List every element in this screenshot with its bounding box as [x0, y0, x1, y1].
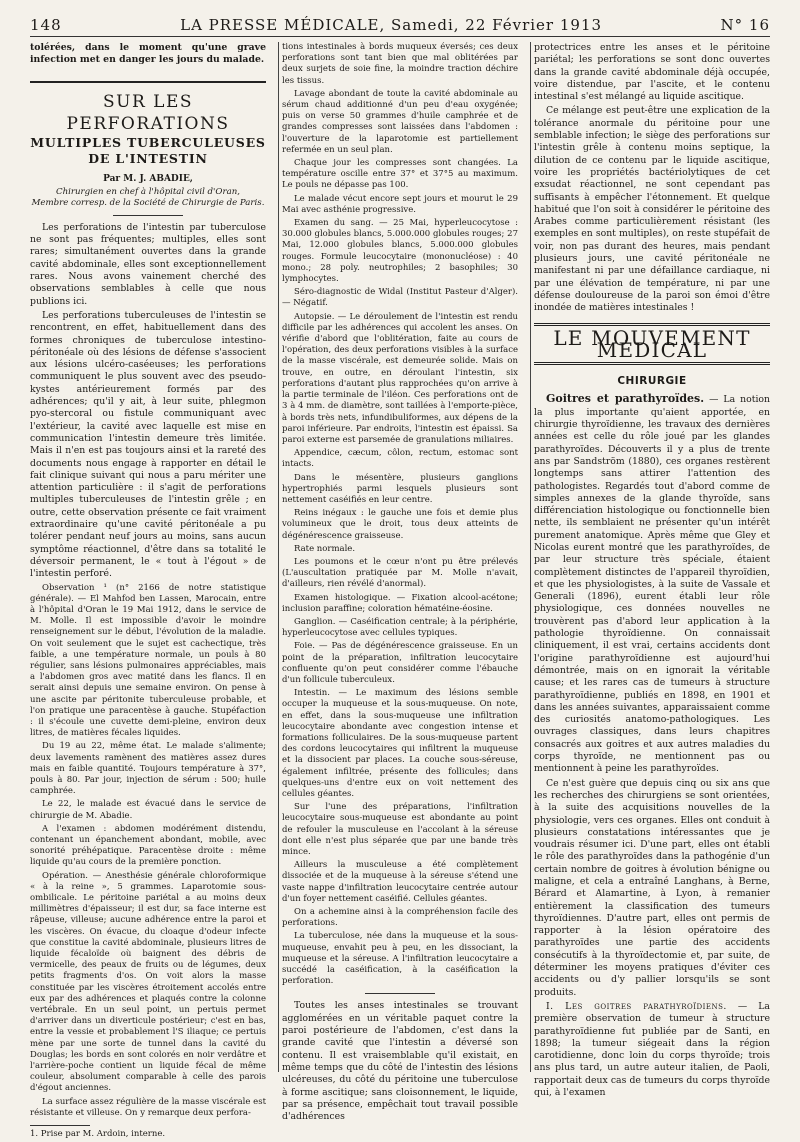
intro-paragraph: tolérées, dans le moment qu'une grave infection met en danger les jours du malade.: [30, 42, 266, 66]
columns: [30, 42, 771, 1140]
paragraph: Sur l'une des préparations, l'infiltration leucocytaire sous-muqueuse est abondante au point de refouler la musculeuse en l'accolant à la séreuse dont elle n'est plus séparée que par une bande très mince.: [282, 802, 518, 858]
paragraph: Dans le mésentère, plusieurs ganglions hypertrophiés parmi lesquels plusieurs sont nettement caséifiés en leur centre.: [282, 472, 518, 505]
author-affiliation: [30, 187, 266, 209]
lead-paragraph: [534, 393, 770, 775]
paragraph: Ce n'est guère que depuis cinq ou six ans que les recherches des chirurgiens se sont orientées, à la suite des acquisitions nouvelles de la physiologie, vers ces organes. Elles ont conduit à plusieurs constatations intéressantes que je voudrais résumer ici. D'une part, elles ont établi le rôle des parathyroïdes dans la pathogénie d'un certain nombre de goitres à évolution bénigne ou maligne, et cela a entraîné Langhans, à Berne, Bérard et Alamartine, à Lyon, à remanier entièrement la classification des tumeurs thyroïdiennes. D'autre part, elles ont permis de rapporter à la lésion opératoire des parathyroïdes une partie des accidents consécutifs à la thyroïdectomie et, par suite, de déterminer les moyens pratiques d'éviter ces accidents ou d'y pallier lorsqu'ils se sont produits.: [534, 777, 770, 998]
paragraph: La tuberculose, née dans la muqueuse et la sous-muqueuse, envahit peu à peu, en les dissociant, la muqueuse et la séreuse. A l'infiltration leucocytaire a succédé la caséification, à la caséification la perforation.: [282, 931, 518, 987]
paragraph: Le 22, le malade est évacué dans le service de chirurgie de M. Abadie.: [30, 799, 266, 821]
separator-rule: [113, 215, 183, 216]
journal-title: LA PRESSE MÉDICALE, Samedi, 22 Février 1913: [180, 16, 603, 34]
running-head: [30, 14, 770, 37]
paragraph: Foie. — Pas de dégénérescence graisseuse. En un point de la préparation, infiltration leucocytaire confluente qu'on peut considérer comme l'ébauche d'un follicule tuberculeux.: [282, 641, 518, 685]
observation-paragraph: Observation ¹ (n° 2166 de notre statistique générale). — El Mahfod ben Lassen, Marocain, entre à l'hôpital d'Oran le 19 Mai 1912, dans le service de M. Molle. Il est impossible d'avoir le moindre renseignement sur le début, l'évolution de la maladie. On voit seulement que le sujet est cachectique, très faible, a une température normale, un pouls à 80 régulier, sans lésions pulmonaires appréciables, mais a l'abdomen gros avec matité dans les flancs. Il en serait ainsi depuis une semaine environ. On pense à une ascite par péritonite tuberculeuse probable, et l'on pratique une paracentèse à gauche. Stupéfaction : il s'écoule une cuvette demi-pleine, environ deux litres, de matières fécales liquides.: [30, 582, 266, 739]
paragraph-heading: I. Les goitres parathyroïdiens.: [546, 1000, 727, 1012]
footnote-rule: [30, 1125, 90, 1126]
page-number: 148: [30, 16, 62, 34]
affiliation-line: Chirurgien en chef à l'hôpital civil d'Oran,: [56, 186, 240, 197]
lead-text: — La notion la plus importante qu'aient apportée, en chirurgie thyroïdienne, les travaux des dernières années est celle du rôle joué par les glandes parathyroïdes. Découverts il y a plus de trente ans par Sandström (1880), ces organes restèrent longtemps sans attirer l'attention des pathologistes. Regardés tout d'abord comme de simples annexes de la glande thyroïde, sans différenciation histologique ou fonctionnelle bien nette, ils semblaient ne présenter qu'un intérêt purement anatomique. Après même que Gley et Nicolas eurent montré que les parathyroïdes, de par leur structure très spéciale, étaient complètement distinctes de l'appareil thyroïdien, et que les physiologistes, à la suite de Vassale et Generali (1896), eurent établi leur rôle physiologique, ces données nouvelles ne trouvèrent pas d'abord leur application à la pathologie thyroïdienne. On connaissait cliniquement, il est vrai, certains accidents dont l'origine parathyroïdienne est aujourd'hui démontrée, mais on en ignorait la véritable cause; et les rares cas de tumeurs à structure parathyroïdienne, publiés en 1898, en 1901 et dans les années suivantes, apparaissaient comme des curiosités anatomo-pathologiques. Les ouvrages classiques, dans leurs chapitres consacrés aux goitres et aux autres maladies du corps thyroïde, ne mentionnent pas ou mentionnent à peine les parathyroïdes.: [534, 394, 771, 775]
paragraph: tions intestinales à bords muqueux éversés; ces deux perforations sont tant bien que mal oblitérées par deux surjets de soie fine, la moindre traction déchire les tissus.: [282, 42, 518, 86]
article-title-line1: SUR LES PERFORATIONS: [66, 91, 230, 134]
paragraph: [534, 1001, 770, 1099]
issue-number: N° 16: [720, 16, 770, 34]
article-title-line2: MULTIPLES TUBERCULEUSES DE L'INTESTIN: [30, 134, 266, 166]
paragraph: Rate normale.: [294, 543, 356, 554]
paragraph: Les perforations tuberculeuses de l'intestin se rencontrent, en effet, habituellement dans des formes chroniques de tuberculose intestino-péritonéale où des lésions de défense s'associent aux lésions ulcéro-caséeuses; les perforations communiquent le plus souvent avec des pseudo-kystes antérieurement formés par des adhérences; qu'il y ait, à leur suite, phlegmon pyo-stercoral ou fistule communiquant avec l'extérieur, la cavité avec laquelle est mise en communication l'intestin demeure très limitée. Mais il n'en est pas toujours ainsi et la rareté des documents nous engage à rapporter en détail le fait clinique suivant qui nous a paru mériter une attention particulière : il s'agit de perforations multiples tuberculeuses de l'intestin grêle ; en outre, cette observation présente ce fait vraiment extraordinaire qu'une cavité péritonéale a pu tolérer pendant neuf jours au moins, sans aucun symptôme réactionnel, d'être dans sa totalité le déversoir permanent, le « tout à l'égout » de l'intestin perforé.: [30, 309, 266, 580]
operation-paragraph: Opération. — Anesthésie générale chloroformique « à la reine », 5 grammes. Laparotomie sous-ombilicale. Le péritoine pariétal a au moins deux millimètres d'épaisseur; il est dur, sa face interne est râpeuse, villeuse; aucune adhérence entre la paroi et les viscères. On évacue, du cloaque d'odeur infecte que constitue la cavité abdominale, plusieurs litres de liquide fécaloïde où baignent des débris de vermicelle, des peaux de fruits ou de légumes, deux petits fragments d'os. On voit alors la masse constituée par les viscères étroitement accolés entre eux par des adhérences et plaqués contre la colonne vertébrale. En un seul point, un pertuis permet d'arriver dans un diverticule postérieur; c'est en bas, entre la vessie et probablement l'S iliaque; ce pertuis mène par une sorte de tunnel dans la cavité du Douglas; les bords en sont colorés en noir verdâtre et l'arrière-poche contient un liquide fécal de même couleur, absolument comparable à celle des parois d'égout anciennes.: [30, 870, 266, 1094]
paragraph: Le malade vécut encore sept jours et mourut le 29 Mai avec asthénie progressive.: [282, 193, 518, 215]
paragraph: protectrices entre les anses et le péritoine pariétal; les perforations se sont donc ouvertes dans la grande cavité abdominale déjà occupée, voire distendue, par l'ascite, et le contenu intestinal s'est mélangé au liquide ascitique.: [534, 42, 770, 103]
paragraph: Du 19 au 22, même état. Le malade s'alimente; deux lavements ramènent des matières assez dures mais en faible quantité. Toujours température à 37°, pouls à 80. Par jour, injection de sérum : 500; huile camphrée.: [30, 741, 266, 797]
paragraph: Les perforations de l'intestin par tuberculose ne sont pas fréquentes; multiples, elles sont rares; simultanément ouvertes dans la grande cavité abdominale, elles sont exceptionnellement rares. Nous avons vainement cherché des observations semblables à celle que nous publions ici.: [30, 221, 266, 307]
paragraph: On a achemine ainsi à la compréhension facile des perforations.: [282, 907, 518, 929]
paragraph-text: — La première observation de tumeur à structure parathyroïdienne fut publiée par de Santi, en 1898; la tumeur siégeait dans la région carotidienne, donc loin du corps thyroïde; trois ans plus tard, un autre auteur italien, de Paoli, rapportait deux cas de tumeurs du corps thyroïde qui, à l'examen: [534, 1000, 770, 1099]
paragraph: Appendice, cæcum, côlon, rectum, estomac sont intacts.: [282, 448, 518, 470]
footnote: 1. Prise par M. Ardoin, interne.: [30, 1129, 166, 1140]
article-title: [30, 81, 266, 167]
widal-paragraph: Séro-diagnostic de Widal (Institut Pasteur d'Alger). — Négatif.: [282, 287, 518, 309]
lead-title: Goitres et parathyroïdes.: [546, 392, 705, 406]
section-title: LE MOUVEMENT MÉDICAL: [534, 323, 770, 366]
paragraph: Intestin. — Le maximum des lésions semble occuper la muqueuse et la sous-muqueuse. On note, en effet, dans la sous-muqueuse une infiltration leucocytaire abondante avec congestion intense et formations folliculaires. De la sous-muqueuse partent des cordons leucocytaires qui infiltrent la muqueuse et la dissocient par places. La couche sous-séreuse, également infiltrée, présente des follicules; dans quelques-uns d'entre eux on voit nettement des cellules géantes.: [282, 688, 518, 799]
paragraph: Ce mélange est peut-être une explication de la tolérance anormale du péritoine pour une semblable infection; le siège des perforations sur l'intestin grêle à contenu moins septique, la dilution de ce contenu par le liquide ascitique, voire les propriétés bactériolytiques de cet exsudat réactionnel, ne sont cependant pas suffisants à empêcher l'étonnement. Et quelque habitué que l'on soit à considérer le péritoine des Arabes comme particulièrement résistant (les exemples en sont multiples), on reste stupéfait de voir, non pas durant des heures, mais pendant plusieurs jours, une cavité péritonéale ne manifestant ni par une défaillance cardiaque, ni par une élévation de température, ni par une défense douloureuse de la paroi son émoi d'être inondée de matières intestinales !: [534, 105, 770, 314]
affiliation-line: Membre corresp. de la Société de Chirurgie de Paris.: [31, 197, 265, 208]
paragraph: Ailleurs la musculeuse a été complètement dissociée et de la muqueuse à la séreuse s'étend une vaste nappe d'infiltration leucocytaire centrée autour d'un foyer nettement caséifié. Cellules géantes.: [282, 860, 518, 904]
blood-exam-paragraph: Examen du sang. — 25 Mai, hyperleucocytose : 30.000 globules blancs, 5.000.000 globules rouges; 27 Mai, 12.000 globules blancs, 5.000.000 globules rouges. Formule leucocytaire (mononucléose) : 40 mono.; 28 poly. neutrophiles; 2 basophiles; 30 lymphocytes.: [282, 218, 518, 285]
separator-rule: [365, 993, 435, 994]
paragraph: Reins inégaux : le gauche une fois et demie plus volumineux que le droit, tous deux atteints de dégénérescence graisseuse.: [282, 508, 518, 541]
autopsy-paragraph: Autopsie. — Le déroulement de l'intestin est rendu difficile par les adhérences qui accolent les anses. On vérifie d'abord que l'oblitération, faite au cours de l'opération, des deux perforations visibles à la surface de la masse viscérale, est demeurée solide. Mais on trouve, en outre, en déroulant l'intestin, six perforations d'autant plus rapprochées qu'on arrive à la partie terminale de l'iléon. Ces perforations ont de 3 à 4 mm. de diamètre, sont taillées à l'emporte-pièce, à bords très nets, infundibuliformes, aux dépens de la paroi inférieure. Par endroits, l'intestin est épaissi. Sa paroi externe est parsemée de granulations miliaires.: [282, 311, 518, 445]
paragraph: Ganglion. — Caséification centrale; à la périphérie, hyperleucocytose avec cellules typiques.: [282, 616, 518, 639]
subsection-title: CHIRURGIE: [617, 375, 687, 388]
paragraph: Les poumons et le cœur n'ont pu être prélevés (L'auscultation pratiquée par M. Molle n'avait, d'ailleurs, rien révélé d'anormal).: [282, 556, 518, 590]
paragraph: La surface assez régulière de la masse viscérale est résistante et villeuse. On y remarque deux perfora-: [30, 1096, 266, 1118]
column-2: [282, 42, 518, 1142]
histology-paragraph: Examen histologique. — Fixation alcool-acétone; inclusion paraffine; coloration hématéine-éosine.: [282, 592, 518, 614]
author-byline: Par M. J. ABADIE,: [103, 173, 193, 184]
paragraph: Chaque jour les compresses sont changées. La température oscille entre 37° et 37°5 au maximum. Le pouls ne dépasse pas 100.: [282, 158, 518, 191]
column-3: [534, 42, 770, 1142]
column-1: [30, 42, 266, 1142]
paragraph: A l'examen : abdomen modérément distendu, contenant un épanchement abondant, mobile, avec sonorité préhépatique. Paracentèse droite : même liquide qu'au cours de la première ponction.: [30, 823, 266, 868]
paragraph: Lavage abondant de toute la cavité abdominale au sérum chaud additionné d'un peu d'eau oxygénée; puis on verse 50 grammes d'huile camphrée et de grandes compresses sont laissées dans l'abdomen : l'ouverture de la laparotomie est partiellement refermée en un seul plan.: [282, 88, 518, 155]
paragraph: Toutes les anses intestinales se trouvant agglomérées en un véritable paquet contre la paroi postérieure de l'abdomen, c'est dans la grande cavité que l'intestin a déversé son contenu. Il est vraisemblable qu'il existait, en même temps que du côté de l'intestin des lésions ulcéreuses, du côté du péritoine une tuberculose à forme ascitique; sans cloisonnement, le liquide, par sa présence, empêchait tout travail possible d'adhérences: [282, 1000, 518, 1123]
